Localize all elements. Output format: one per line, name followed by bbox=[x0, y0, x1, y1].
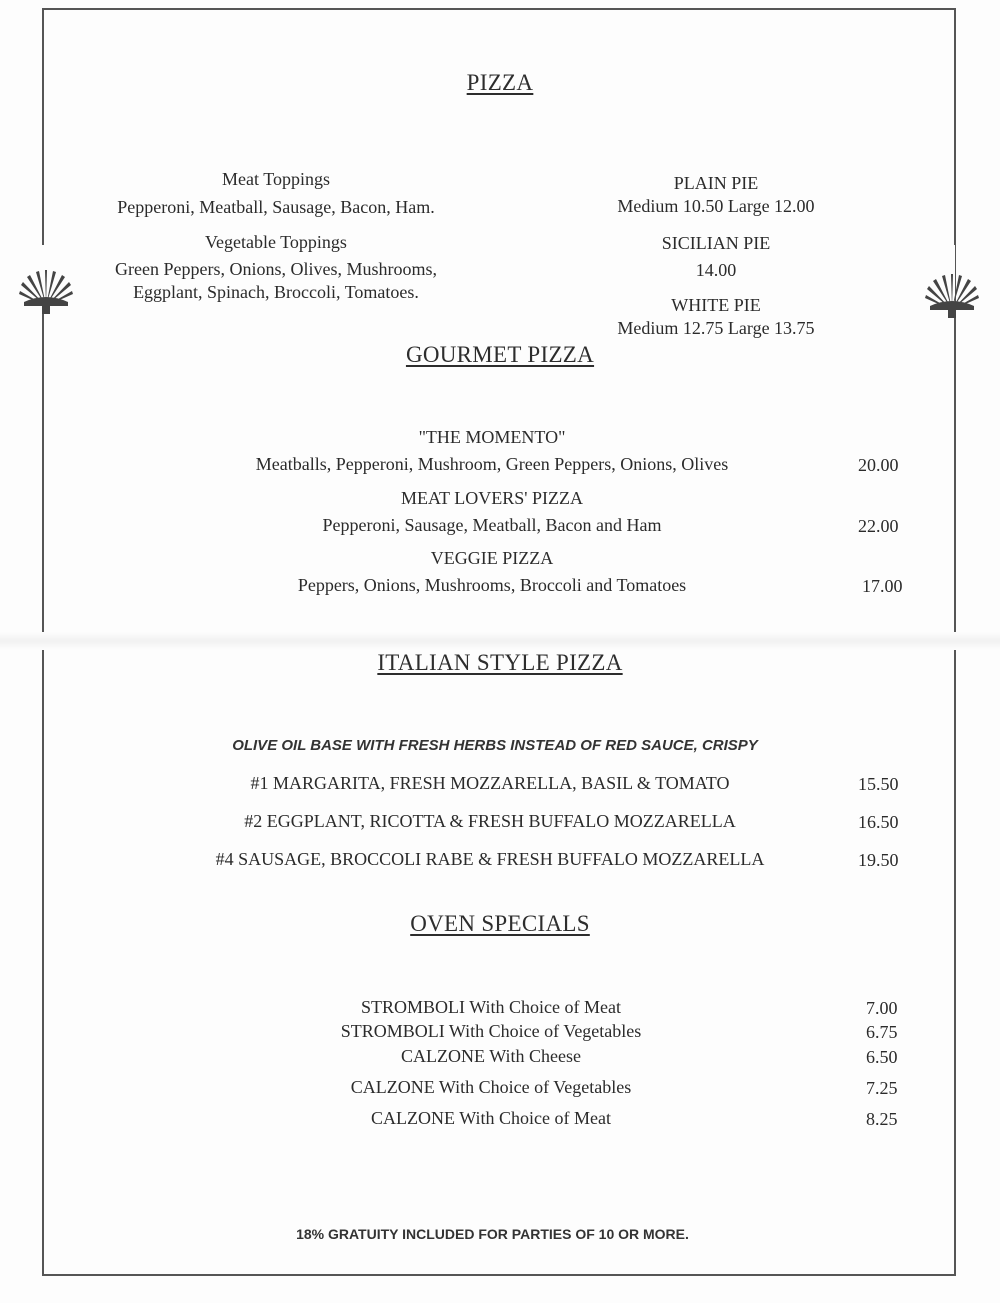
oven-item-price: 6.50 bbox=[866, 1047, 898, 1067]
italian-item-price: 19.50 bbox=[858, 850, 899, 870]
vegetable-toppings-title: Vegetable Toppings bbox=[205, 232, 347, 252]
oven-item-name: CALZONE With Cheese bbox=[401, 1046, 581, 1066]
oven-item-price: 6.75 bbox=[866, 1022, 898, 1042]
gourmet-item-name: "THE MOMENTO" bbox=[418, 427, 566, 447]
oven-item-name: CALZONE With Choice of Vegetables bbox=[350, 1077, 632, 1097]
paper-fold bbox=[0, 632, 1000, 650]
italian-item-price: 15.50 bbox=[858, 774, 899, 794]
gourmet-item-name: MEAT LOVERS' PIZZA bbox=[401, 488, 583, 508]
oven-item-price: 8.25 bbox=[866, 1109, 898, 1129]
italian-note: OLIVE OIL BASE WITH FRESH HERBS INSTEAD OF RED SAUCE, CRISPY bbox=[232, 737, 758, 754]
palmette-icon bbox=[16, 262, 76, 317]
sicilian-pie-prices: 14.00 bbox=[695, 260, 737, 280]
gourmet-heading: GOURMET PIZZA bbox=[405, 342, 595, 367]
gourmet-item-price: 17.00 bbox=[862, 576, 903, 596]
meat-toppings-title: Meat Toppings bbox=[222, 169, 330, 189]
oven-item-price: 7.25 bbox=[866, 1078, 898, 1098]
meat-toppings-list: Pepperoni, Meatball, Sausage, Bacon, Ham. bbox=[117, 197, 435, 217]
italian-heading: ITALIAN STYLE PIZZA bbox=[377, 650, 623, 675]
oven-item-price: 7.00 bbox=[866, 998, 898, 1018]
gourmet-item-price: 22.00 bbox=[858, 516, 899, 536]
palmette-icon bbox=[922, 266, 982, 321]
gourmet-item-desc: Meatballs, Pepperoni, Mushroom, Green Peppers, Onions, Olives bbox=[255, 454, 729, 474]
italian-item-name: #4 SAUSAGE, BROCCOLI RABE & FRESH BUFFALO MOZZARELLA bbox=[215, 849, 765, 869]
oven-heading: OVEN SPECIALS bbox=[410, 911, 590, 936]
vegetable-toppings-line2: Eggplant, Spinach, Broccoli, Tomatoes. bbox=[133, 282, 419, 302]
vegetable-toppings-line1: Green Peppers, Onions, Olives, Mushrooms, bbox=[115, 259, 437, 279]
gratuity-note: 18% GRATUITY INCLUDED FOR PARTIES OF 10 OR MORE. bbox=[296, 1226, 689, 1242]
sicilian-pie-title: SICILIAN PIE bbox=[661, 233, 771, 253]
white-pie-prices: Medium 12.75 Large 13.75 bbox=[617, 318, 815, 338]
white-pie-title: WHITE PIE bbox=[671, 295, 761, 315]
plain-pie-prices: Medium 10.50 Large 12.00 bbox=[617, 196, 815, 216]
oven-item-name: STROMBOLI With Choice of Vegetables bbox=[340, 1021, 642, 1041]
plain-pie-title: PLAIN PIE bbox=[673, 173, 759, 193]
gourmet-item-desc: Peppers, Onions, Mushrooms, Broccoli and Tomatoes bbox=[297, 575, 687, 595]
oven-item-name: STROMBOLI With Choice of Meat bbox=[361, 997, 621, 1017]
gourmet-item-price: 20.00 bbox=[858, 455, 899, 475]
oven-item-name: CALZONE With Choice of Meat bbox=[371, 1108, 611, 1128]
gourmet-item-desc: Pepperoni, Sausage, Meatball, Bacon and Ham bbox=[322, 515, 662, 535]
pizza-heading: PIZZA bbox=[466, 70, 534, 95]
italian-item-name: #2 EGGPLANT, RICOTTA & FRESH BUFFALO MOZZARELLA bbox=[244, 811, 736, 831]
italian-item-name: #1 MARGARITA, FRESH MOZZARELLA, BASIL & TOMATO bbox=[250, 773, 730, 793]
gourmet-item-name: VEGGIE PIZZA bbox=[430, 548, 554, 568]
italian-item-price: 16.50 bbox=[858, 812, 899, 832]
